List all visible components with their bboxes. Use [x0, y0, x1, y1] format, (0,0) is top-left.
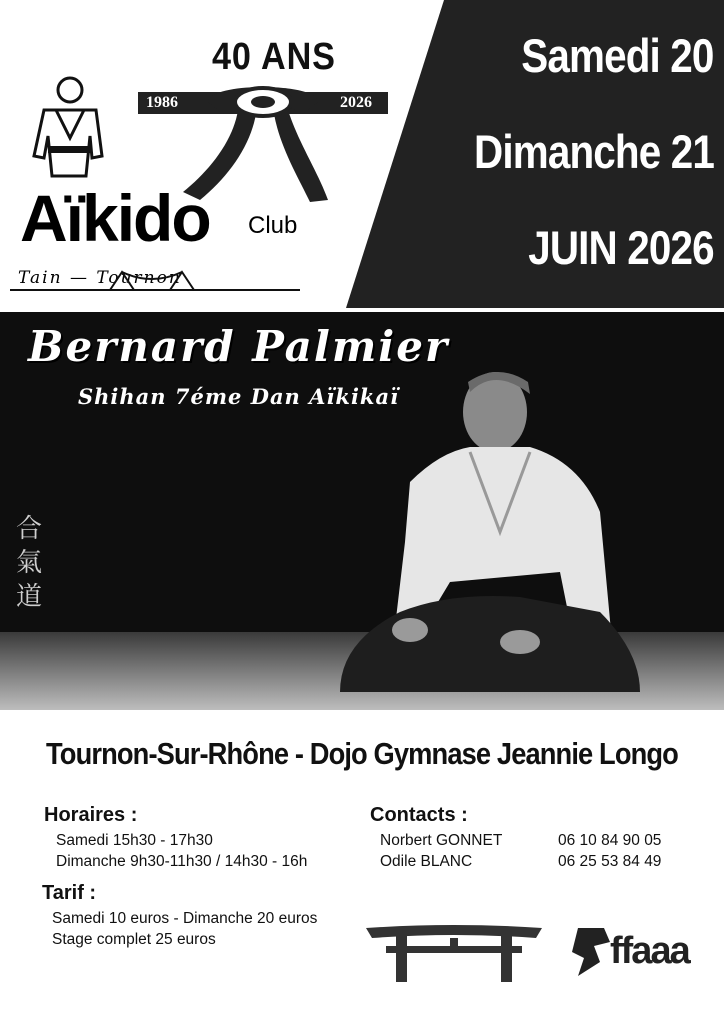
ffaaa-logo [570, 922, 714, 980]
schedule-line-saturday: Samedi 15h30 - 17h30 [56, 832, 213, 849]
pricing-title: Tarif : [42, 882, 97, 904]
kanji-ai: 合 [16, 514, 43, 544]
contact-phone: 06 25 53 84 49 [558, 853, 662, 870]
date-saturday: Samedi 20 [521, 29, 714, 82]
pricing-line-daily: Samedi 10 euros - Dimanche 20 euros [52, 910, 318, 927]
instructor-photo [0, 312, 724, 710]
instructor-name: Bernard Palmier [28, 322, 450, 371]
kanji-ki: 氣 [16, 548, 43, 578]
aikido-kanji-calligraphy [16, 512, 42, 614]
club-name: Aïkido [20, 181, 210, 255]
date-month-year: JUIN 2026 [528, 221, 714, 274]
bridge-line-icon [10, 246, 300, 296]
contact-name: Norbert GONNET [380, 832, 503, 849]
year-end: 2026 [340, 94, 372, 111]
date-sunday: Dimanche 21 [474, 125, 714, 178]
ffaaa-wordmark: ffaaa [610, 930, 689, 972]
torii-gate-icon [366, 922, 542, 982]
kanji-do: 道 [16, 582, 43, 612]
instructor-rank: Shihan 7éme Dan Aïkikaï [78, 384, 400, 409]
pricing-line-full: Stage complet 25 euros [52, 931, 216, 948]
aikidoka-figure-icon [16, 76, 116, 196]
contacts-title: Contacts : [370, 804, 468, 826]
photo-scene [0, 312, 724, 710]
contact-phone: 06 10 84 90 05 [558, 832, 662, 849]
event-location: Tournon-Sur-Rhône - Dojo Gymnase Jeannie Longo [46, 736, 678, 771]
contact-name: Odile BLANC [380, 853, 473, 870]
schedule-line-sunday: Dimanche 9h30-11h30 / 14h30 - 16h [56, 853, 308, 870]
anniversary-label: 40 ANS [212, 36, 336, 78]
ffaaa-emblem-icon [570, 922, 610, 980]
year-start: 1986 [146, 94, 178, 111]
schedule-title: Horaires : [44, 804, 138, 826]
club-suffix: Club [248, 212, 298, 239]
club-city: Tain — Tournon [18, 268, 182, 288]
